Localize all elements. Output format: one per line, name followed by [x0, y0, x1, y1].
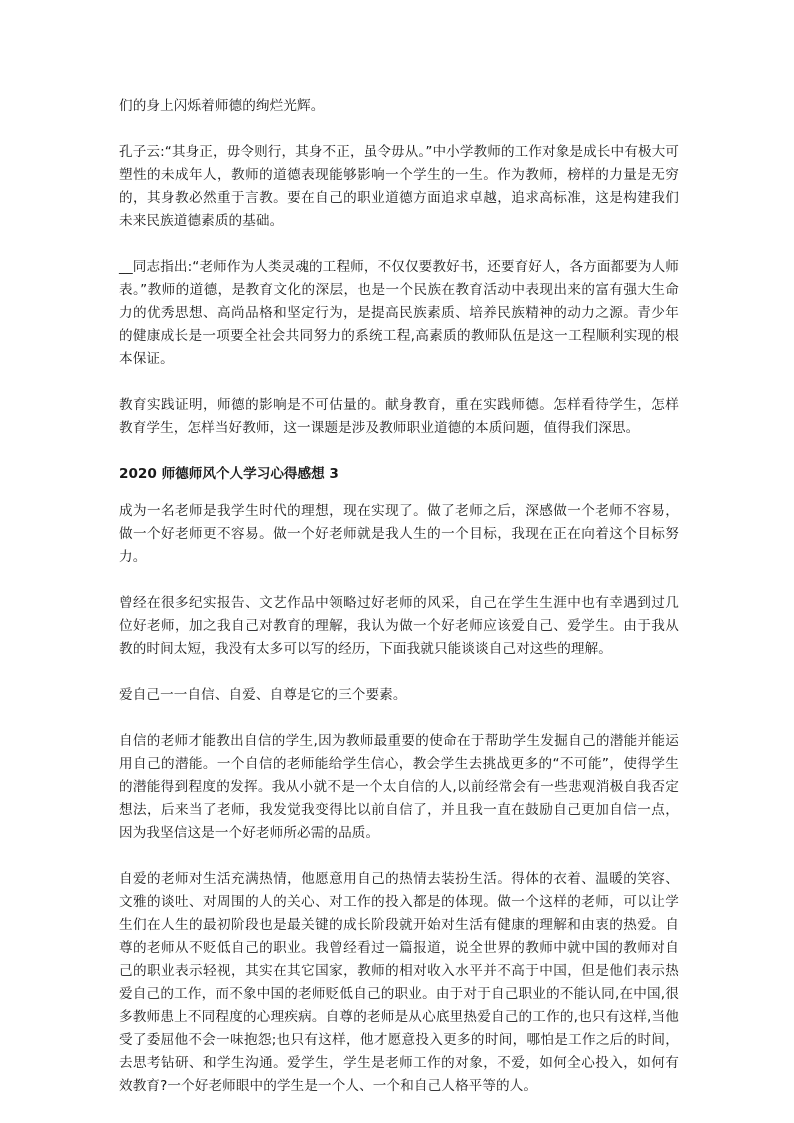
paragraph-confucius-quote: 孔子云:“其身正，毋令则行，其身不正，虽令毋从。”中小学教师的工作对象是成长中有极大可塑性的未成年人，教师的道德表现能够影响一个学生的一生。作为教师，榜样的力量是无穷的，其身教必然重于言教。要在自己的职业道德方面追求卓越，追求高标准，这是构建我们未来民族道德素质的基础。: [119, 144, 679, 229]
paragraph-love-self: 爱自己一一自信、自爱、自尊是它的三个要素。: [119, 687, 407, 703]
paragraph-self-love: 自爱的老师对生活充满热情，他愿意用自己的热情去装扮生活。得体的衣着、温暖的笑容、文雅的谈吐、对周围的人的关心、对工作的投入都是的体现。做一个这样的老师，可以让学生们在人生的最初阶段也是最关键的成长阶段就开始对生活有健康的理解和由衷的热爱。自尊的老师从不贬低自己的职业。我曾经看过一篇报道，说全世界的教师中就中国的教师对自己的职业表示轻视，其实在其它国家，教师的相对收入水平并不高于中国，但是他们表示热爱自己的工作，而不象中国的老师贬低自己的职业。由于对于自己职业的不能认同,在中国,很多教师患上不同程度的心理疾病。自尊的老师是从心底里热爱自己的工作的,也只有这样,当他受了委屈他不会一味抱怨;也只有这样，他才愿意投入更多的时间，哪怕是工作之后的时间，去思考钻研、和学生沟通。爱学生，学生是老师工作的对象，不爱，如何全心投入，如何有效教育?一个好老师眼中的学生是一个人、一个和自己人格平等的人。: [119, 871, 679, 1094]
paragraph-good-teachers: 曾经在很多纪实报告、文艺作品中领略过好老师的风采，自己在学生生涯中也有幸遇到过几位好老师，加之我自己对教育的理解，我认为做一个好老师应该爱自己、爱学生。由于我从教的时间太短，我没有太多可以写的经历，下面我就只能谈谈自己对这些的理解。: [119, 595, 679, 657]
paragraph-teaching-practice: 教育实践证明，师德的影响是不可估量的。献身教育，重在实践师德。怎样看待学生，怎样教育学生，怎样当好教师，这一课题是涉及教师职业道德的本质问题，值得我们深思。: [119, 397, 679, 436]
section-heading: 2020 师德师风个人学习心得感想 3: [119, 466, 339, 482]
paragraph-comrade-quote: __同志指出:“老师作为人类灵魂的工程师，不仅仅要教好书，还要育好人，各方面都要为人师表。”教师的道德，是教育文化的深层，也是一个民族在教育活动中表现出来的富有强大生命力的优秀思想、高尚品格和坚定行为，是提高民族素质、培养民族精神的动力之源。青少年的健康成长是一项要全社会共同努力的系统工程,高素质的教师队伍是这一工程顺利实现的根本保证。: [119, 259, 679, 367]
paragraph-becoming-teacher: 成为一名老师是我学生时代的理想，现在实现了。做了老师之后，深感做一个老师不容易，做一个好老师更不容易。做一个好老师就是我人生的一个目标，我现在正在向着这个目标努力。: [119, 503, 679, 565]
paragraph-self-confidence: 自信的老师才能教出自信的学生,因为教师最重要的使命在于帮助学生发掘自己的潜能并能运用自己的潜能。一个自信的老师能给学生信心，教会学生去挑战更多的“不可能”，使得学生的潜能得到程度的发挥。我从小就不是一个太自信的人,以前经常会有一些悲观消极自我否定想法，后来当了老师，我发觉我变得比以前自信了，并且我一直在鼓励自己更加自信一点，因为我坚信这是一个好老师所必需的品质。: [119, 733, 679, 841]
paragraph-opening-fragment: 们的身上闪烁着师德的绚烂光辉。: [119, 98, 325, 114]
document-body: [119, 95, 679, 1121]
